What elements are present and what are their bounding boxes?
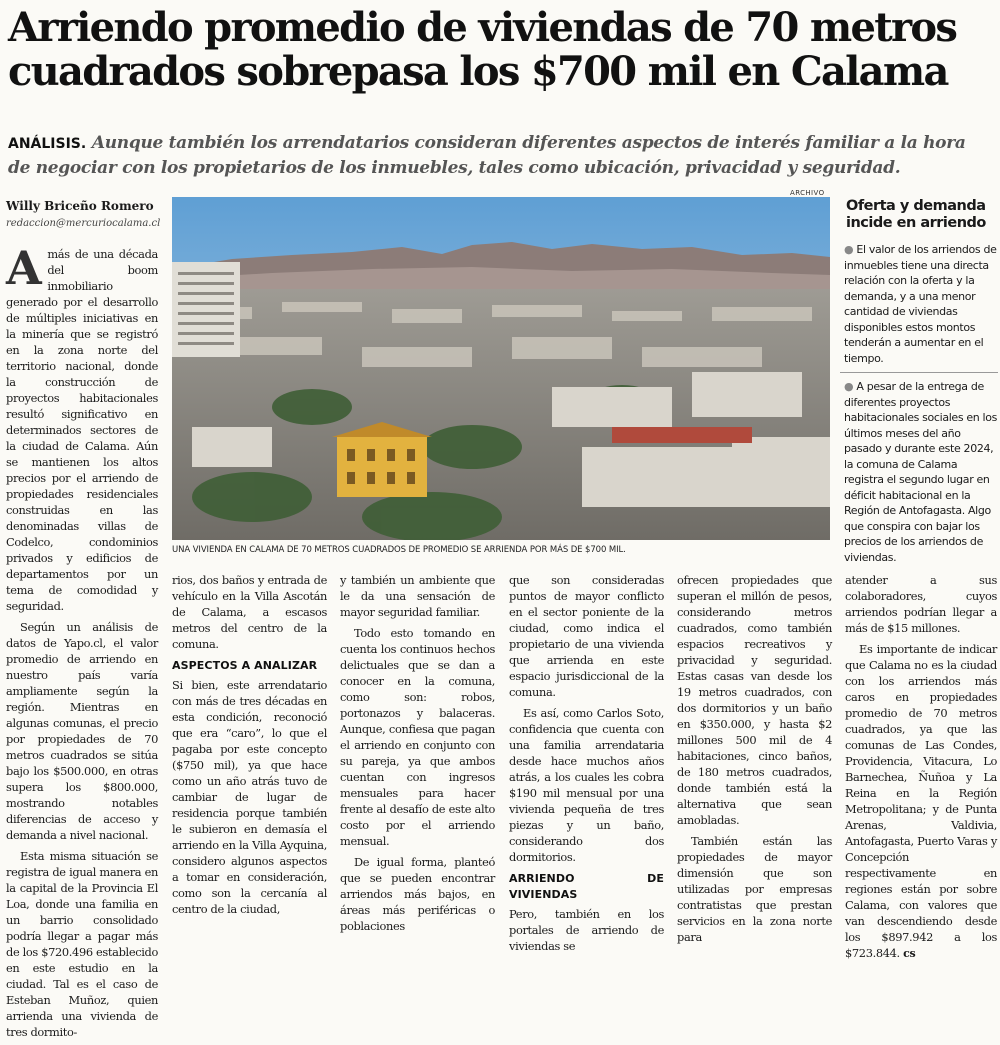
sidebar-box xyxy=(840,195,998,565)
city-aerial-illustration xyxy=(172,197,830,540)
body-paragraph: Si bien, este arrendatario con más de tres décadas en esta condición, reconoció que era “caro”, lo que el pagaba por este concepto ($750 mil), ya que hace como un año atrás tuvo de cambiar de lugar de residencia porque también le subieron en demasía el arriendo en la Villa Ayquina, considero algunos aspectos a tomar en consideración, como son la cercanía al centro de la ciudad, xyxy=(172,678,327,916)
body-paragraph: atender a sus colaboradores, cuyos arriendos podrían llegar a más de $15 millones. xyxy=(845,573,997,635)
headline-line-1: Arriendo promedio de viviendas de 70 metros xyxy=(8,4,957,51)
body-paragraph: Es así, como Carlos Soto, confidencia que cuenta con una familia arrendataria desde hace muchos años atrás, a los cuales les cobra $190 mil mensual por una vivienda pequeña de tres piezas y un baño, considerando dos dormitorios. xyxy=(509,706,664,864)
deck-label: ANÁLISIS. xyxy=(8,136,87,152)
section-heading: ASPECTOS A ANALIZAR xyxy=(172,659,318,672)
body-text: más de una década del boom inmobiliario generado por el desarrollo de múltiples iniciativas en la minería que se registró en la zona norte del territorio nacional, donde la construcción de proyectos habitacionales resultó significativo en determinados sectores de la ciudad de Calama. Aún se mantienen los altos precios por el arriendo de propiedades residenciales construidas en las denominadas villas de Codelco, condominios privados y edificios de departamentos por un tema de comodidad y seguridad. xyxy=(6,247,158,613)
bullet-icon: ● xyxy=(844,380,857,393)
body-paragraph: Todo esto tomando en cuenta los continuos hechos delictuales que se dan a conocer en la comuna, como son: robos, portonazos y balaceras. Aunque, confiesa que pagan el arriendo en conjunto con su pareja, ya que ambos cuentan con ingresos mensuales para hacer frente al desafío de este alto costo por el arriendo mensual. xyxy=(340,626,495,848)
body-column-2 xyxy=(172,572,327,922)
body-paragraph: Esta misma situación se registra de igual manera en la capital de la Provincia El Loa, donde una familia en un barrio consolidado podría llegar a pagar más de los $720.496 establecido en este estudio en la ciudad. Tal es el caso de Esteban Muñoz, quien arrienda una vivienda de tres dormito- xyxy=(6,849,158,1039)
body-column-6 xyxy=(845,572,997,967)
sidebar-item-text: El valor de los arriendos de inmuebles tiene una directa relación con la oferta y la demanda, y a una menor cantidad de viviendas disponibles estos montos tenderán a aumentar en el tiempo. xyxy=(844,243,997,365)
body-paragraph: De igual forma, planteó que se pueden encontrar arriendos más bajos, en áreas más periféricas o poblaciones xyxy=(340,855,495,933)
headline-line-2: cuadrados sobrepasa los $700 mil en Calama xyxy=(8,48,948,95)
sidebar-item-text: A pesar de la entrega de diferentes proyectos habitacionales sociales en los últimos meses del año pasado y durante este 2024, la comuna de Calama registra el segundo lugar en déficit habitacional en la Región de Antofagasta. Algo que conspira con bajar los precios de los arriendos de viviendas. xyxy=(844,380,998,564)
end-mark: cs xyxy=(903,947,916,960)
body-paragraph: que son consideradas puntos de mayor conflicto en el sector poniente de la ciudad, como indica el propietario de una vivienda que arrienda en este espacio jurisdiccional de la comuna. xyxy=(509,573,664,699)
drop-cap: A xyxy=(6,241,42,295)
body-paragraph: Según un análisis de datos de Yapo.cl, el valor promedio de arriendo en nuestro país varía ampliamente según la región. Mientras en algunas comunas, el precio por propiedades de 70 metros cuadrados se sitúa bajo los $500.000, en otras supera los $800.000, mostrando notables diferencias de acceso y demanda a nivel nacional. xyxy=(6,620,158,842)
bullet-icon: ● xyxy=(844,243,857,256)
body-column-3 xyxy=(340,572,495,939)
deck-text: Aunque también los arrendatarios consideran diferentes aspectos de interés familiar a la hora de negociar con los propietarios de los inmuebles, tales como ubicación, privacidad y seguridad. xyxy=(8,133,966,178)
body-paragraph: También están las propiedades de mayor dimensión que son utilizadas por empresas contratistas que prestan servicios en la zona norte para xyxy=(677,834,832,944)
body-column-5 xyxy=(677,572,832,950)
body-column-1 xyxy=(6,241,158,1045)
sidebar-item xyxy=(840,242,998,366)
body-column-4 xyxy=(509,572,664,959)
body-text: Es importante de indicar que Calama no es la ciudad con los arriendos más caros en propiedades promedio de 70 metros cuadrados, ya que las comunas de Las Condes, Providencia, Vitacura, Lo Barnechea, Ñuñoa y La Reina en la Región Metropolitana; y de Punta Arenas, Valdivia, Antofagasta, Puerto Varas y Concepción respectivamente en regiones están por sobre Calama, con valores que van descendiendo desde los $897.942 a los $723.844. xyxy=(845,642,997,960)
body-paragraph xyxy=(6,241,158,614)
photo-caption: UNA VIVIENDA EN CALAMA DE 70 METROS CUADRADOS DE PROMEDIO SE ARRIENDA POR MÁS DE $700 MIL. xyxy=(172,545,626,555)
section-heading: ARRIENDO DE VIVIENDAS xyxy=(509,872,664,901)
byline-author: Willy Briceño Romero xyxy=(6,199,154,213)
city-photo xyxy=(172,197,830,540)
photo-credit: ARCHIVO xyxy=(790,189,825,197)
body-paragraph: Pero, también en los portales de arriendo de viviendas se xyxy=(509,907,664,953)
sidebar-title: Oferta y demanda incide en arriendo xyxy=(846,198,986,231)
headline xyxy=(8,6,998,94)
body-paragraph: ofrecen propiedades que superan el millón de pesos, considerando metros cuadrados, como también espacios recreativos y privacidad y seguridad. Estas casas van desde los 19 metros cuadrados, con dos dormitorios y un baño en $350.000, y hasta $2 millones 500 mil de 4 habitaciones, cinco baños, de 180 metros cuadrados, donde también está la alternativa que sean amobladas. xyxy=(677,573,832,827)
divider xyxy=(840,372,998,373)
body-paragraph: rios, dos baños y entrada de vehículo en la Villa Ascotán de Calama, a escasos metros del centro de la comuna. xyxy=(172,573,327,651)
byline-email: redaccion@mercuriocalama.cl xyxy=(6,218,161,229)
body-paragraph xyxy=(845,641,997,962)
deck xyxy=(8,131,993,180)
body-paragraph: y también un ambiente que le da una sensación de mayor seguridad familiar. xyxy=(340,573,495,619)
sidebar-item xyxy=(840,379,998,565)
